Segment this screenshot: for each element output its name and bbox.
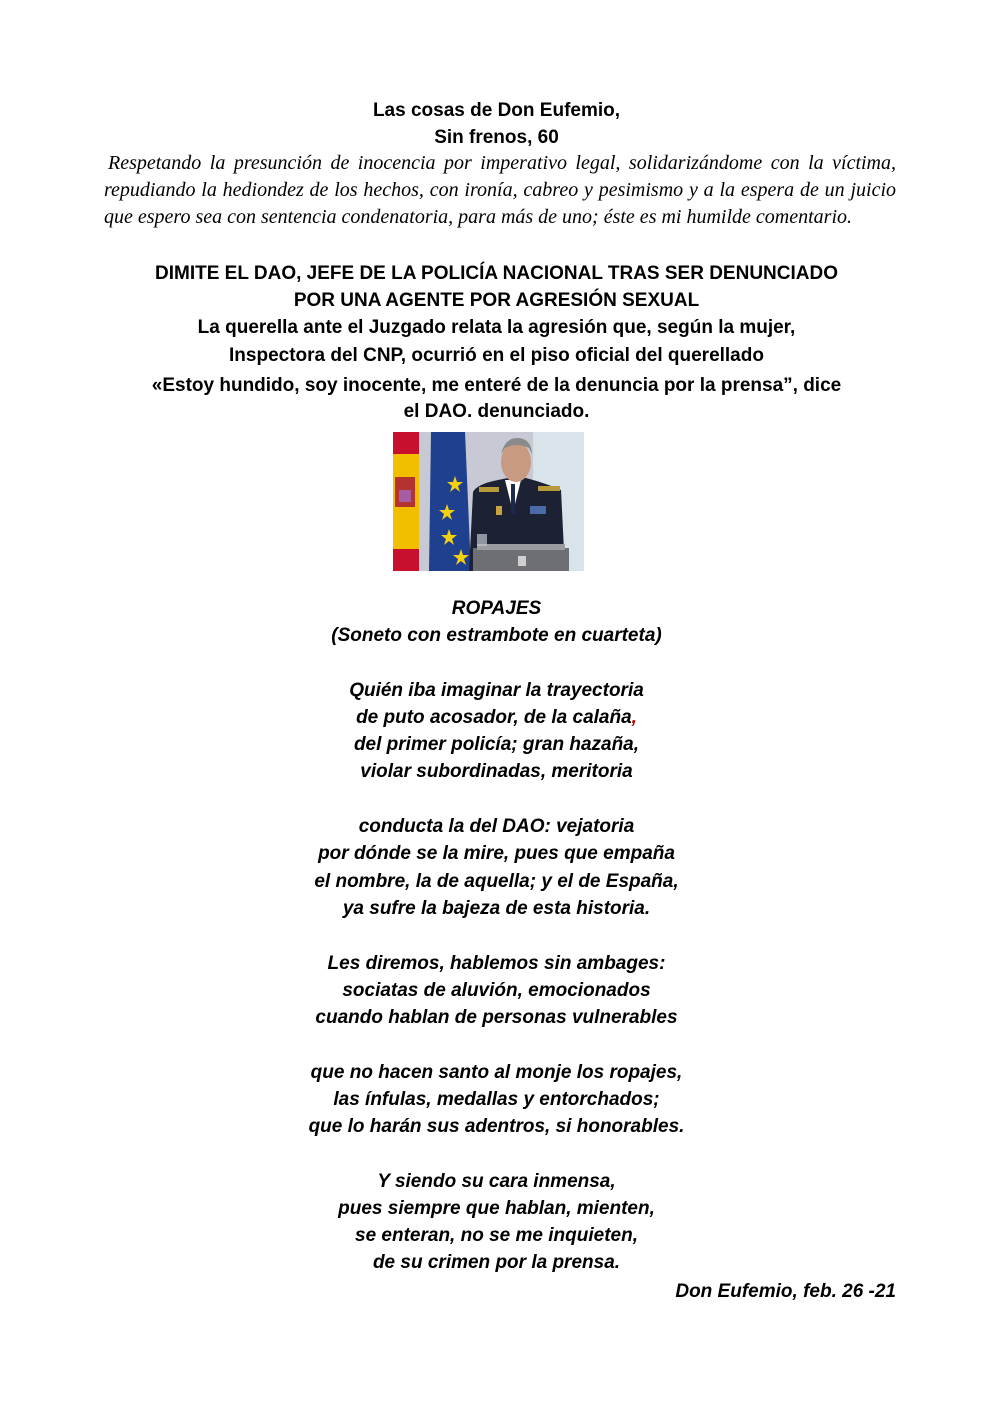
spain-flag — [393, 432, 419, 571]
poem-estrambote-line: se enteran, no se me inquieten, — [355, 1225, 638, 1246]
poem-estrambote-line: de su crimen por la prensa. — [372, 1252, 621, 1273]
poem-line: que lo harán sus adentros, si honorables. — [308, 1116, 685, 1137]
poem-line: las ínfulas, medallas y entorchados; — [333, 1089, 660, 1110]
red-comma: , — [631, 707, 637, 728]
news-subhead-line2: Inspectora del CNP, ocurrió en el piso oficial del querellado — [229, 345, 764, 366]
poem-line-text: de puto acosador, de la calaña — [356, 707, 632, 728]
poem-estrambote-line: Y siendo su cara inmensa, — [377, 1171, 616, 1192]
eu-flag — [429, 432, 471, 571]
poem-line: ya sufre la bajeza de esta historia. — [342, 898, 651, 919]
news-subhead-line1: La querella ante el Juzgado relata la agresión que, según la mujer, — [197, 317, 796, 338]
poem-subtitle: (Soneto con estrambote en cuarteta) — [331, 625, 662, 646]
column-subtitle: Sin frenos, 60 — [434, 127, 559, 148]
news-headline-line1: DIMITE EL DAO, JEFE DE LA POLICÍA NACIONAL TRAS SER DENUNCIADO — [155, 263, 838, 284]
poem-estrambote-line: pues siempre que hablan, mienten, — [338, 1198, 655, 1219]
news-headline-line2: POR UNA AGENTE POR AGRESIÓN SEXUAL — [293, 290, 700, 311]
poem-title: ROPAJES — [451, 598, 542, 619]
poem-line: el nombre, la de aquella; y el de España, — [314, 871, 679, 892]
column-title: Las cosas de Don Eufemio, — [372, 100, 621, 121]
poem-line: Les diremos, hablemos sin ambages: — [327, 953, 666, 974]
news-quote-line1: «Estoy hundido, soy inocente, me enteré de la denuncia por la prensa”, dice — [151, 375, 842, 396]
intro-text: Respetando la presunción de inocencia por imperativo legal, solidarizándome con la víctima, repudiando la hediondez de los hechos, con ironía, cabreo y pesimismo y a la espera de un juicio que espero sea con sentencia condenatoria, para más de uno; éste es mi humilde comentario. — [104, 152, 896, 228]
news-photo-illustration — [393, 432, 584, 571]
poem-line: cuando hablan de personas vulnerables — [315, 1007, 678, 1028]
news-quote-line2: el DAO. denunciado. — [403, 401, 590, 422]
poem-line: que no hacen santo al monje los ropajes, — [310, 1062, 683, 1083]
poem-line: Quién iba imaginar la trayectoria — [349, 680, 644, 701]
poem-line: violar subordinadas, meritoria — [360, 761, 633, 782]
poem-line: sociatas de aluvión, emocionados — [342, 980, 651, 1001]
poem-line: del primer policía; gran hazaña, — [353, 734, 640, 755]
poem-line — [0, 708, 993, 727]
poem-line: conducta la del DAO: vejatoria — [358, 816, 635, 837]
news-photo — [393, 432, 584, 571]
signature: Don Eufemio, feb. 26 -21 — [675, 1281, 896, 1302]
poem-line: por dónde se la mire, pues que empaña — [318, 843, 675, 864]
intro-paragraph — [104, 150, 896, 231]
